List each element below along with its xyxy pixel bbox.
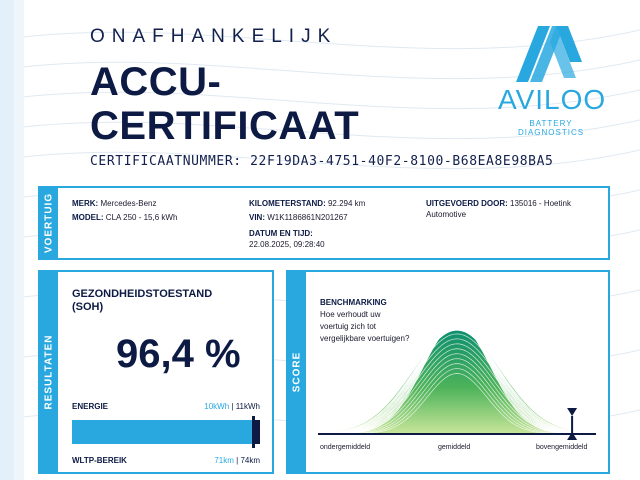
datetime-row: [249, 228, 325, 250]
vin-label: VIN:: [249, 213, 265, 222]
energy-separator: |: [229, 402, 236, 411]
datetime-label: DATUM EN TIJD:: [249, 229, 313, 238]
marker-arrow-down: [567, 408, 577, 416]
performed-label: UITGEVOERD DOOR:: [426, 199, 508, 208]
wltp-current: 71km: [214, 456, 234, 465]
model-label: MODEL:: [72, 213, 104, 222]
mileage-label: KILOMETERSTAND:: [249, 199, 326, 208]
wltp-separator: |: [233, 456, 241, 465]
results-panel: [38, 270, 274, 474]
soh-label-line-1: GEZONDHEIDSTOESTAND: [72, 288, 213, 300]
model-row: [72, 212, 177, 223]
energy-label: ENERGIE: [72, 402, 109, 411]
score-tab: [288, 272, 306, 472]
wltp-nominal: 74km: [240, 456, 260, 465]
benchmark-title: BENCHMARKING: [320, 298, 387, 307]
certificate-title: [90, 60, 359, 148]
vehicle-panel: [38, 186, 610, 260]
soh-bar-fill: [72, 420, 253, 444]
bell-layer: [318, 331, 596, 434]
certificate-number: CERTIFICAATNUMMER: 22F19DA3-4751-40F2-8100-B68EA8E98BA5: [90, 154, 554, 169]
axis-label-high: bovengemiddeld: [536, 444, 588, 451]
soh-label: [72, 288, 212, 314]
results-tab-label: RESULTATEN: [43, 334, 55, 410]
axis-label-low: ondergemiddeld: [320, 444, 371, 451]
benchmark-question-line-1: Hoe verhoudt uw: [320, 310, 381, 319]
vehicle-tab-label: VOERTUIG: [43, 192, 55, 254]
wltp-values: [214, 456, 260, 465]
logo-wordmark: AVILOO: [498, 84, 607, 115]
brand-value: Mercedes-Benz: [100, 199, 157, 208]
energy-current: 10kWh: [204, 402, 230, 411]
certificate-eyebrow: ONAFHANKELIJK: [90, 26, 338, 47]
performed-value-2: Automotive: [426, 210, 467, 219]
benchmark-question: [320, 309, 430, 345]
aviloo-mark-icon: [516, 22, 586, 84]
vin-value: W1K1186861N201267: [267, 213, 348, 222]
title-line-2: CERTIFICAAT: [90, 104, 360, 148]
soh-bar: [72, 420, 260, 444]
title-line-1: ACCU-: [90, 60, 222, 104]
soh-label-line-2: (SOH): [72, 301, 104, 313]
mileage-row: [249, 198, 365, 209]
soh-value: 96,4 %: [116, 332, 241, 376]
brand-label: MERK:: [72, 199, 99, 208]
logo-tagline: BATTERY DIAGNOSTICS: [517, 119, 585, 137]
mileage-value: 92.294 km: [327, 199, 366, 208]
performed-row: [426, 198, 571, 220]
soh-bar-marker: [252, 416, 255, 448]
vehicle-tab: [40, 188, 58, 258]
datetime-value: 22.08.2025, 09:28:40: [249, 240, 325, 249]
score-panel: [286, 270, 610, 474]
score-tab-label: SCORE: [291, 351, 303, 393]
axis-label-mid: gemiddeld: [438, 444, 471, 451]
benchmark-question-line-3: vergelijkbare voertuigen?: [320, 334, 410, 343]
brand-row: [72, 198, 156, 209]
results-tab: [40, 272, 58, 472]
energy-nominal: 11kWh: [235, 402, 260, 411]
aviloo-logo: [498, 22, 608, 137]
benchmark-position-marker: [567, 408, 577, 440]
benchmark-question-line-2: voertuig zich tot: [320, 322, 377, 331]
vin-row: [249, 212, 348, 223]
performed-value-1: 135016 - Hoetink: [510, 199, 571, 208]
wltp-label: WLTP-BEREIK: [72, 456, 127, 465]
model-value: CLA 250 - 15,6 kWh: [105, 213, 178, 222]
energy-values: [204, 402, 260, 411]
